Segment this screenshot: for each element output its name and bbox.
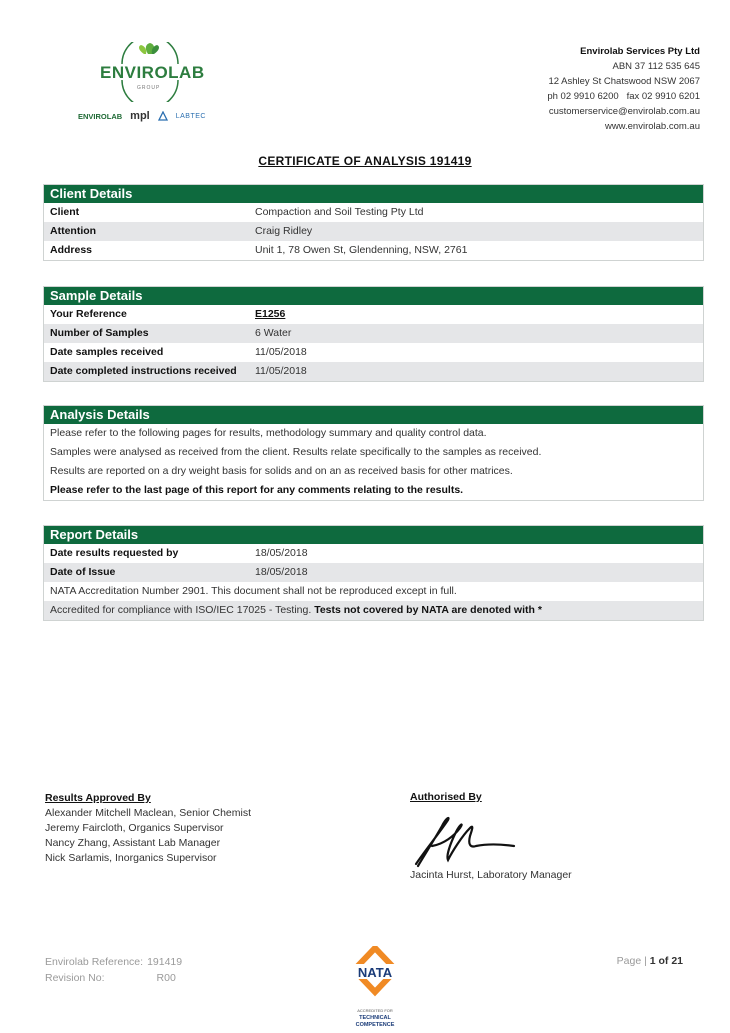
company-name: Envirolab Services Pty Ltd — [580, 46, 700, 57]
row-label: Date completed instructions received — [50, 365, 237, 377]
page-indicator — [617, 955, 683, 967]
authorised-name: Jacinta Hurst, Laboratory Manager — [410, 869, 572, 881]
approver: Jeremy Faircloth, Organics Supervisor — [45, 822, 224, 834]
table-row — [44, 203, 703, 222]
signature-image — [410, 806, 520, 870]
analysis-line: Results are reported on a dry weight basis for solids and on an as received basis for other matrices. — [50, 465, 513, 477]
sub-logos — [78, 110, 206, 122]
authorised-heading-wrap — [410, 791, 482, 803]
table-row — [44, 324, 703, 343]
approver: Nancy Zhang, Assistant Lab Manager — [45, 837, 221, 849]
row-value: 11/05/2018 — [255, 365, 307, 377]
company-phone-fax: ph 02 9910 6200 fax 02 9910 6201 — [547, 91, 700, 102]
client-details-section — [43, 184, 704, 261]
row-label: Attention — [50, 225, 97, 237]
page-value: 1 of 21 — [649, 955, 683, 967]
certificate-title: CERTIFICATE OF ANALYSIS 191419 — [258, 154, 472, 168]
row-label: Address — [50, 244, 93, 256]
company-website[interactable]: www.envirolab.com.au — [604, 121, 700, 132]
analysis-line-bold: Please refer to the last page of this report for any comments relating to the results. — [50, 484, 464, 496]
analysis-line: Samples were analysed as received from the client. Results relate specifically to the samples as received. — [50, 446, 542, 458]
envirolab-reference-value: 191419 — [147, 956, 183, 968]
table-row — [44, 343, 703, 362]
nata-caption-1: ACCREDITED FOR — [357, 1008, 393, 1013]
analysis-details-heading: Analysis Details — [44, 406, 703, 424]
envirolab-reference-label: Envirolab Reference: — [45, 956, 144, 968]
nata-logo-text: NATA — [357, 965, 393, 980]
company-address: 12 Ashley St Chatswood NSW 2067 — [548, 76, 700, 87]
accredited-bold-text: Tests not covered by NATA are denoted with * — [314, 604, 542, 616]
table-row — [44, 563, 703, 582]
company-email[interactable]: customerservice@envirolab.com.au — [548, 106, 700, 117]
table-row — [44, 222, 703, 241]
row-label: Client — [50, 206, 80, 218]
nata-caption-2: TECHNICAL — [359, 1015, 391, 1021]
sample-details-heading: Sample Details — [44, 287, 703, 305]
approver: Alexander Mitchell Maclean, Senior Chemist — [45, 807, 252, 819]
table-row — [44, 362, 703, 381]
table-row — [44, 544, 703, 563]
logo-group-text: GROUP — [137, 85, 161, 91]
row-value: Unit 1, 78 Owen St, Glendenning, NSW, 2761 — [255, 244, 468, 256]
footer-reference — [45, 954, 182, 986]
row-label: Date samples received — [50, 346, 164, 358]
row-value: Craig Ridley — [255, 225, 313, 237]
company-abn: ABN 37 112 535 645 — [612, 61, 700, 72]
page-label: Page | — [616, 955, 647, 967]
authorised-heading: Authorised By — [410, 791, 482, 803]
sub-logo-labtec: LABTEC — [175, 112, 206, 120]
sample-details-section — [43, 286, 704, 382]
approver: Nick Sarlamis, Inorganics Supervisor — [45, 852, 217, 864]
report-details-section — [43, 525, 704, 621]
row-value: 18/05/2018 — [255, 566, 308, 578]
row-value: 6 Water — [255, 327, 292, 339]
row-label: Number of Samples — [50, 327, 149, 339]
sub-logo-mpl: mpl — [130, 110, 150, 122]
revision-value: R00 — [156, 972, 176, 984]
analysis-details-section — [43, 405, 704, 501]
row-label: Date of Issue — [50, 566, 116, 578]
accredited-text: Accredited for compliance with ISO/IEC 17025 - Testing. — [50, 604, 312, 616]
logo-brand-text: ENVIROLAB — [100, 63, 205, 82]
company-info — [547, 44, 700, 134]
results-approved-block — [45, 791, 251, 866]
sub-logo-envirolab: ENVIROLAB — [78, 111, 123, 121]
row-label: Date results requested by — [50, 547, 179, 559]
nata-accreditation-line: NATA Accreditation Number 2901. This document shall not be reproduced except in full. — [50, 585, 457, 597]
nata-logo — [348, 946, 402, 1030]
analysis-line: Please refer to the following pages for results, methodology summary and quality control data. — [50, 427, 487, 439]
revision-label: Revision No: — [45, 972, 105, 984]
row-value: Compaction and Soil Testing Pty Ltd — [255, 206, 424, 218]
accredited-line — [44, 601, 703, 620]
results-approved-heading: Results Approved By — [45, 792, 151, 804]
nata-caption-3: COMPETENCE — [355, 1022, 395, 1028]
report-details-heading: Report Details — [44, 526, 703, 544]
table-row — [44, 241, 703, 260]
labtec-triangle-icon — [158, 111, 168, 121]
client-details-heading: Client Details — [44, 185, 703, 203]
your-reference-value: E1256 — [255, 308, 286, 320]
row-label: Your Reference — [50, 308, 127, 320]
row-value: 18/05/2018 — [255, 547, 308, 559]
row-value: 11/05/2018 — [255, 346, 307, 358]
table-row — [44, 305, 703, 324]
